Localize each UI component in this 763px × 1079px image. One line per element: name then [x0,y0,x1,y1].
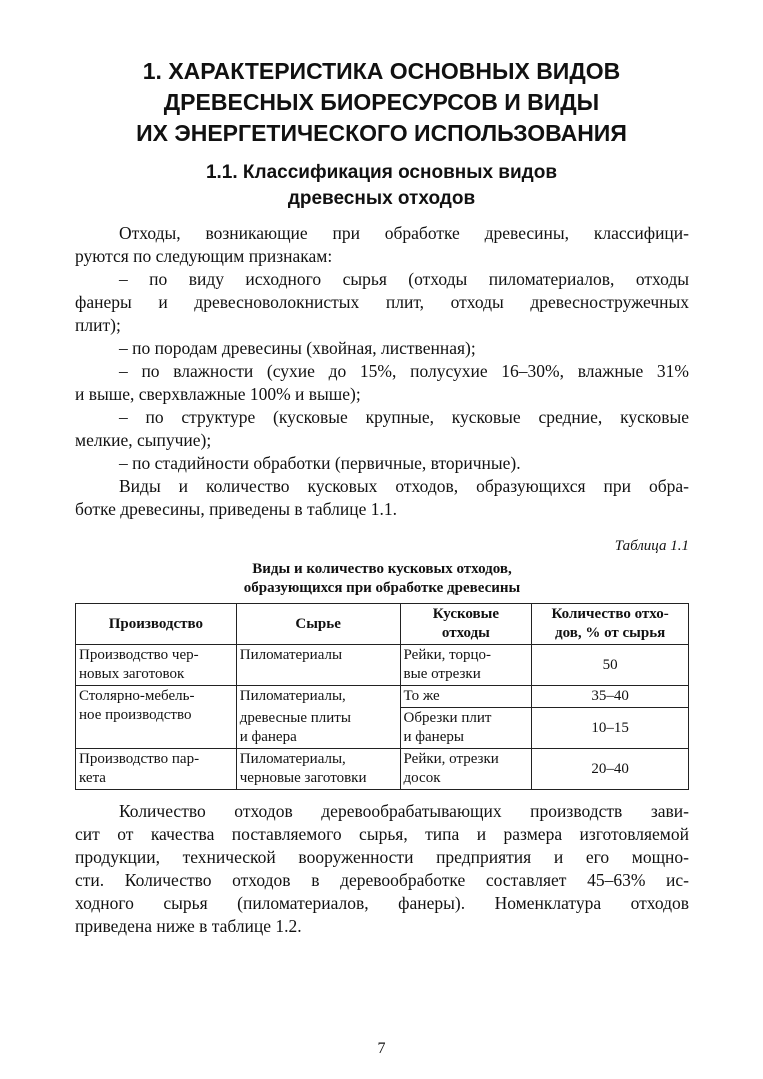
cell-text: вые отрезки [403,666,481,682]
text-line: руются по следующим признакам: [75,246,333,266]
text-line: Отходы, возникающие при обработке древесины, классифици- [119,223,689,243]
section-title-line: древесных отходов [287,188,476,209]
cell-text: и фанеры [403,729,464,745]
header-text: Кусковые [432,606,500,622]
text-line: мелкие, сыпучие); [75,430,212,450]
cell-text: и фанера [239,728,297,745]
cell-text: Рейки, отрезки [403,751,499,767]
cell-text: Столярно-мебель- [79,688,195,704]
text-line: приведена ниже в таблице 1.2. [75,916,302,936]
intro-text [75,222,689,521]
text-line: сит от качества поставляемого сырья, типа и размера изготовляемой [75,824,689,844]
cell-text: Пиломатериалы, [239,751,346,767]
header-cell [76,604,237,645]
chapter-title-line: ИХ ЭНЕРГЕТИЧЕСКОГО ИСПОЛЬЗОВАНИЯ [136,120,627,146]
header-text: дов, % от сырья [555,625,666,641]
cell-text: древесные плиты [239,709,351,726]
table-cell [236,686,400,708]
table-caption [75,560,689,598]
list-item [75,268,689,337]
table-cell [76,645,237,686]
text-line: Виды и количество кусковых отходов, образующихся при обра- [119,476,689,496]
cell-text: ное производство [79,707,192,723]
cell-text: Производство пар- [79,751,200,767]
table-cell [236,708,400,749]
text-line: – по виду исходного сырья (отходы пиломатериалов, отходы [119,269,689,289]
table-row [76,686,689,708]
chapter-title-line: 1. ХАРАКТЕРИСТИКА ОСНОВНЫХ ВИДОВ [142,58,621,84]
paragraph [75,222,689,268]
table-cell [400,708,532,749]
cell-text: То же [403,688,440,704]
cell-text: кета [79,770,106,786]
table-cell [236,645,400,686]
cell-text: Обрезки плит [403,710,492,726]
table-cell: 35–40 [532,686,689,708]
text-line: – по влажности (сухие до 15%, полусухие 16–30%, влажные 31% [119,361,689,381]
header-cell [236,604,400,645]
table-cell: 50 [532,645,689,686]
table-cell [400,686,532,708]
cell-text: Производство чер- [79,647,199,663]
table-cell [76,686,237,749]
table-cell [236,749,400,790]
header-text: Сырье [295,615,341,632]
outro-paragraph [75,800,689,938]
header-cell [532,604,689,645]
paragraph [75,475,689,521]
table-cell [400,749,532,790]
header-text: Производство [108,615,204,632]
text-line: фанеры и древесноволокнистых плит, отходы древесностружечных [75,292,689,312]
table-number-label: Таблица 1.1 [614,538,689,554]
text-line: и выше, сверхвлажные 100% и выше); [75,384,361,404]
cell-text: Пиломатериалы, [239,688,346,704]
cell-text: Пиломатериалы [239,647,343,663]
table-caption-line: образующихся при обработке древесины [243,580,521,596]
text-line: ботке древесины, приведены в таблице 1.1. [75,499,398,519]
text-line: – по стадийности обработки (первичные, вторичные). [119,453,521,473]
table-header-row [76,604,689,645]
header-text: отходы [441,625,490,641]
text-line: плит); [75,315,121,335]
header-cell [400,604,532,645]
text-line: продукции, технической вооруженности предприятия и его мощно- [75,847,689,867]
table-caption-line: Виды и количество кусковых отходов, [252,561,512,577]
header-text: Количество отхо- [551,606,669,622]
table-row [76,749,689,790]
waste-table [75,603,689,790]
text-line: ходного сырья (пиломатериалов, фанеры). Номенклатура отходов [75,893,689,913]
table-cell: 20–40 [532,749,689,790]
table-cell [76,749,237,790]
table-row [76,645,689,686]
table-cell [400,645,532,686]
cell-text: Рейки, торцо- [403,647,492,663]
list-item [75,406,689,452]
chapter-title [60,56,703,149]
cell-text: досок [403,770,441,786]
list-item [75,452,689,475]
text-line: – по породам древесины (хвойная, лиственная); [119,338,476,358]
cell-text: новых заготовок [79,666,185,682]
text-line: – по структуре (кусковые крупные, кусковые средние, кусковые [119,407,689,427]
section-title [60,160,703,212]
page-number: 7 [377,1040,386,1057]
chapter-title-line: ДРЕВЕСНЫХ БИОРЕСУРСОВ И ВИДЫ [163,89,600,115]
text-line: Количество отходов деревообрабатывающих производств зави- [119,801,689,821]
list-item [75,337,689,360]
cell-text: черновые заготовки [239,770,367,786]
section-title-line: 1.1. Классификация основных видов [205,162,558,183]
text-line: сти. Количество отходов в деревообработке составляет 45–63% ис- [75,870,689,890]
list-item [75,360,689,406]
table-cell: 10–15 [532,708,689,749]
